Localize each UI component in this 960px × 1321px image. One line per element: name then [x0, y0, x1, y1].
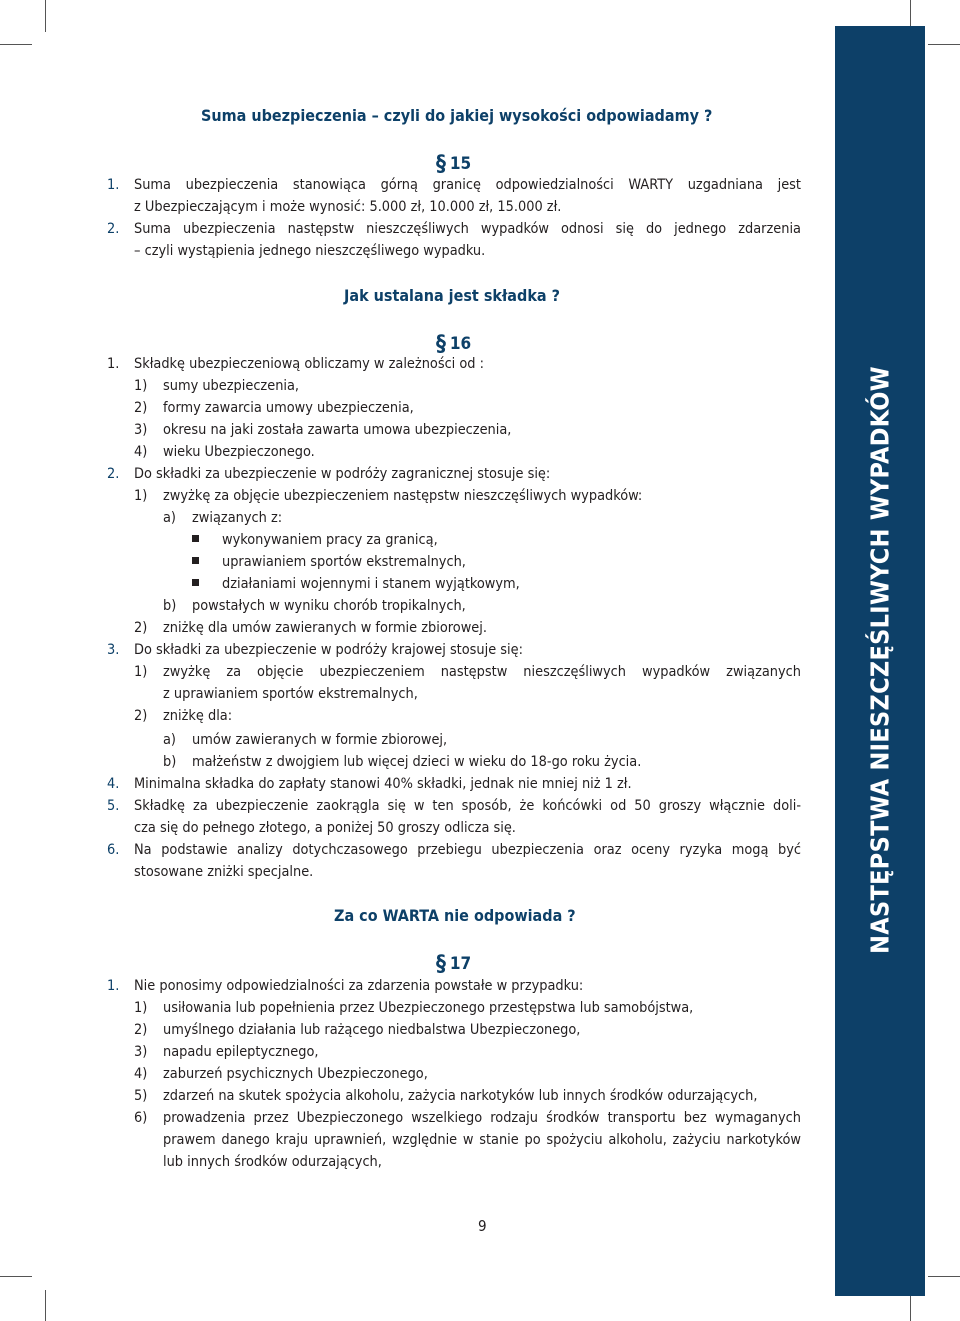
item-number: 1. — [107, 356, 120, 372]
item-text: zniżkę dla umów zawieranych w formie zbiorowej. — [163, 620, 487, 636]
item-number: 6) — [134, 1110, 148, 1126]
item-text: – czyli wystąpienia jednego nieszczęśliwego wypadku. — [134, 243, 486, 259]
item-text: zdarzeń na skutek spożycia alkoholu, zażycia narkotyków lub innych środków odurzających, — [163, 1088, 758, 1104]
item-number: 5) — [134, 1088, 148, 1104]
section-heading: Jak ustalana jest składka ? — [344, 286, 560, 305]
item-text: napadu epileptycznego, — [163, 1044, 319, 1060]
paragraph-number — [436, 150, 471, 175]
item-number: 5. — [107, 798, 120, 814]
item-text: cza się do pełnego złotego, a poniżej 50 groszy odlicza się. — [134, 820, 516, 836]
bullet-icon — [192, 579, 199, 586]
item-number: 1) — [134, 488, 148, 504]
item-number: a) — [163, 732, 176, 748]
bullet-text: uprawianiem sportów ekstremalnych, — [222, 554, 466, 570]
section-symbol: § — [436, 952, 446, 977]
item-text: zaburzeń psychicznych Ubezpieczonego, — [163, 1066, 428, 1082]
item-text: zwyżkę za objęcie ubezpieczeniem następstw nieszczęśliwych wypadków związanych — [163, 664, 801, 680]
page-number: 9 — [478, 1217, 487, 1235]
item-text: Do składki za ubezpieczenie w podróży krajowej stosuje się: — [134, 642, 523, 658]
item-text: usiłowania lub popełnienia przez Ubezpieczonego przestępstwa lub samobójstwa, — [163, 1000, 694, 1016]
sidebar-title: NASTĘPSTWA NIESZCZĘŚLIWYCH WYPADKÓW — [865, 366, 895, 954]
crop-mark — [0, 44, 32, 45]
section-symbol: § — [436, 152, 446, 177]
bullet-icon — [192, 557, 199, 564]
section-heading: Za co WARTA nie odpowiada ? — [334, 906, 576, 925]
item-number: 2) — [134, 1022, 148, 1038]
item-number: 3. — [107, 642, 120, 658]
item-text: lub innych środków odurzających, — [163, 1154, 382, 1170]
item-text: Nie ponosimy odpowiedzialności za zdarzenia powstałe w przypadku: — [134, 978, 584, 994]
bullet-text: wykonywaniem pracy za granicą, — [222, 532, 438, 548]
item-number: 2) — [134, 400, 148, 416]
item-number: 4. — [107, 776, 120, 792]
item-text: zwyżkę za objęcie ubezpieczeniem następstw nieszczęśliwych wypadków: — [163, 488, 643, 504]
item-text: wieku Ubezpieczonego. — [163, 444, 315, 460]
section-heading: Suma ubezpieczenia – czyli do jakiej wysokości odpowiadamy ? — [201, 106, 713, 125]
item-number: 1. — [107, 177, 120, 193]
item-text: Do składki za ubezpieczenie w podróży zagranicznej stosuje się: — [134, 466, 551, 482]
crop-mark — [45, 0, 46, 32]
item-number: 1) — [134, 664, 148, 680]
item-text: prawem danego kraju uprawnień, względnie w stanie po spożyciu alkoholu, zażyciu narkotyków — [163, 1132, 801, 1148]
item-text: stosowane zniżki specjalne. — [134, 864, 314, 880]
item-number: 1. — [107, 978, 120, 994]
paragraph-number-value: 16 — [449, 334, 472, 354]
item-number: 6. — [107, 842, 120, 858]
item-text: prowadzenia przez Ubezpieczonego wszelkiego rodzaju środków transportu bez wymaganych — [163, 1110, 801, 1126]
item-number: 2) — [134, 708, 148, 724]
item-text: Suma ubezpieczenia stanowiąca górną granicę odpowiedzialności WARTY uzgadniana jest — [134, 177, 801, 193]
bullet-icon — [192, 535, 199, 542]
crop-mark — [0, 1276, 32, 1277]
item-text: Składkę za ubezpieczenie zaokrągla się w ten sposób, że końcówki od 50 groszy włącznie doli- — [134, 798, 801, 814]
bullet-text: działaniami wojennymi i stanem wyjątkowym, — [222, 576, 520, 592]
item-text: z Ubezpieczającym i może wynosić: 5.000 zł, 10.000 zł, 15.000 zł. — [134, 199, 562, 215]
item-number: a) — [163, 510, 176, 526]
item-text: Składkę ubezpieczeniową obliczamy w zależności od : — [134, 356, 485, 372]
item-number: 2. — [107, 221, 120, 237]
item-text: związanych z: — [192, 510, 283, 526]
crop-mark — [928, 44, 960, 45]
item-text: Minimalna składka do zapłaty stanowi 40% składki, jednak nie mniej niż 1 zł. — [134, 776, 632, 792]
item-text: umyślnego działania lub rażącego niedbalstwa Ubezpieczonego, — [163, 1022, 581, 1038]
item-text: sumy ubezpieczenia, — [163, 378, 300, 394]
item-number: 3) — [134, 422, 148, 438]
paragraph-number — [436, 950, 471, 975]
paragraph-number-value: 17 — [449, 954, 472, 974]
item-number: 1) — [134, 1000, 148, 1016]
item-number: b) — [163, 754, 177, 770]
item-number: 4) — [134, 444, 148, 460]
item-text: Na podstawie analizy dotychczasowego przebiegu ubezpieczenia oraz oceny ryzyka mogą być — [134, 842, 801, 858]
section-symbol: § — [436, 332, 446, 357]
item-number: b) — [163, 598, 177, 614]
item-text: umów zawieranych w formie zbiorowej, — [192, 732, 448, 748]
item-text: Suma ubezpieczenia następstw nieszczęśliwych wypadków odnosi się do jednego zdarzenia — [134, 221, 801, 237]
item-text: z uprawianiem sportów ekstremalnych, — [163, 686, 418, 702]
crop-mark — [928, 1276, 960, 1277]
item-number: 2. — [107, 466, 120, 482]
crop-mark — [45, 1290, 46, 1321]
item-number: 3) — [134, 1044, 148, 1060]
item-number: 4) — [134, 1066, 148, 1082]
item-text: małżeństw z dwojgiem lub więcej dzieci w wieku do 18-go roku życia. — [192, 754, 642, 770]
item-text: powstałych w wyniku chorób tropikalnych, — [192, 598, 466, 614]
item-number: 1) — [134, 378, 148, 394]
item-number: 2) — [134, 620, 148, 636]
paragraph-number — [436, 330, 471, 355]
item-text: formy zawarcia umowy ubezpieczenia, — [163, 400, 414, 416]
item-text: zniżkę dla: — [163, 708, 233, 724]
item-text: okresu na jaki została zawarta umowa ubezpieczenia, — [163, 422, 512, 438]
paragraph-number-value: 15 — [449, 154, 472, 174]
